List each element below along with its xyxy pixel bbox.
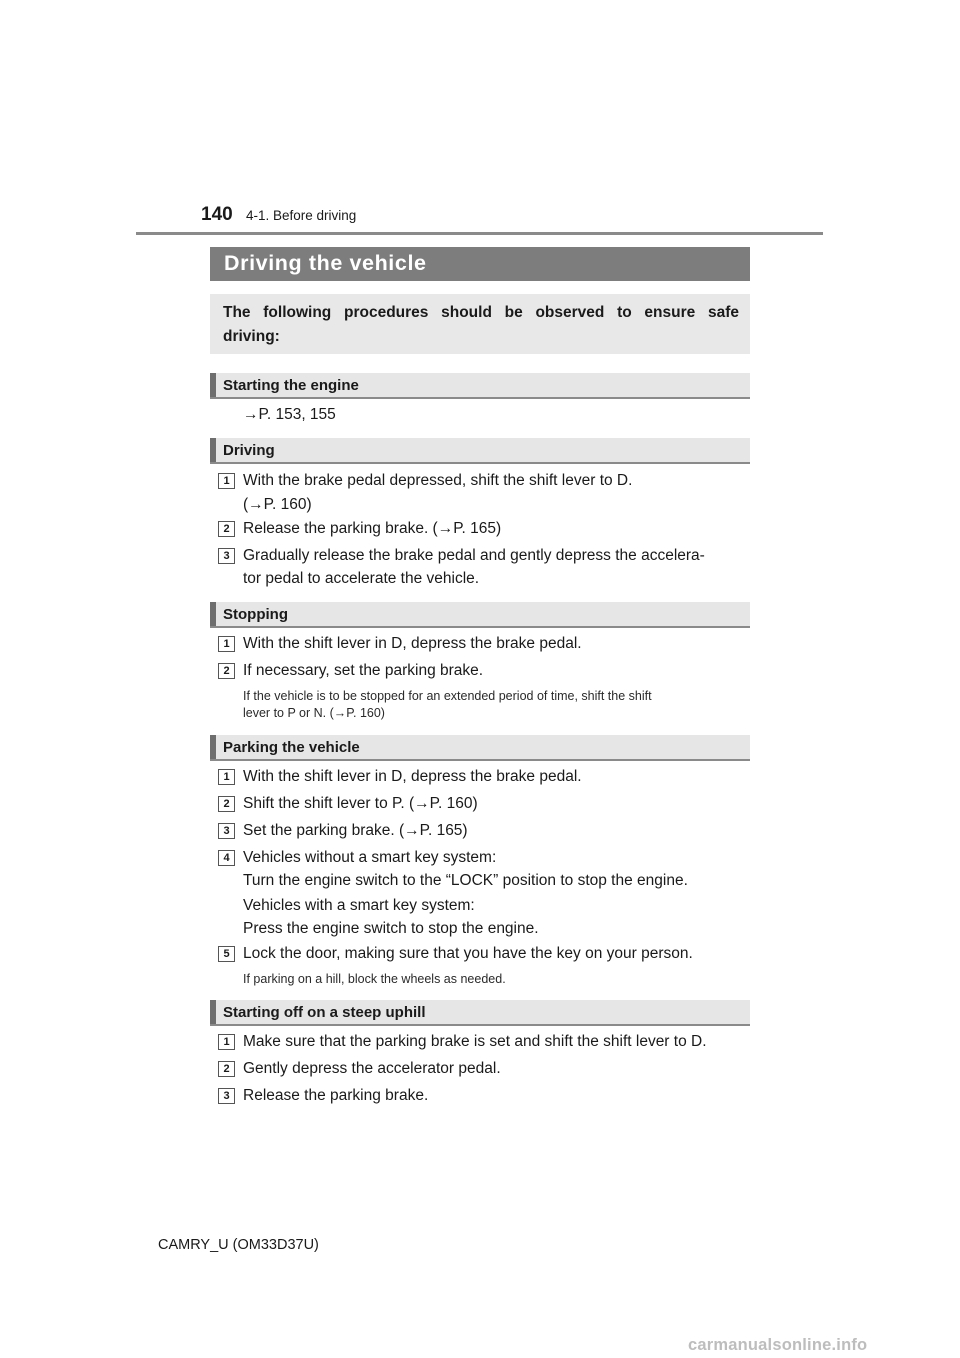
parking-note: If parking on a hill, block the wheels as needed. xyxy=(243,972,506,986)
step-number-badge: 2 xyxy=(218,1061,235,1077)
starting-engine-reference: →P. 153, 155 xyxy=(243,406,336,423)
parking-step-4-line-3: Vehicles with a smart key system: xyxy=(243,897,475,914)
parking-step-2: Shift the shift lever to P. (→P. 160) xyxy=(243,795,478,812)
header-divider xyxy=(136,232,823,235)
page-title-bar xyxy=(210,247,750,281)
uphill-step-1: Make sure that the parking brake is set and shift the shift lever to D. xyxy=(243,1033,707,1050)
step-number-badge: 3 xyxy=(218,1088,235,1104)
page-number: 140 xyxy=(201,204,233,225)
heading-driving xyxy=(210,438,750,464)
stopping-step-1: With the shift lever in D, depress the brake pedal. xyxy=(243,635,582,652)
driving-step-1: With the brake pedal depressed, shift the shift lever to D. xyxy=(243,472,633,489)
step-number-badge: 1 xyxy=(218,636,235,652)
page-title: Driving the vehicle xyxy=(224,251,427,275)
intro-text: The following procedures should be observed to ensure safe driving: xyxy=(223,304,739,345)
step-number-badge: 5 xyxy=(218,946,235,962)
stopping-note-continued: lever to P or N. (→P. 160) xyxy=(243,706,385,720)
parking-step-4: Vehicles without a smart key system: xyxy=(243,849,497,866)
heading-parking xyxy=(210,735,750,761)
watermark: carmanualsonline.info xyxy=(688,1336,868,1354)
step-number-badge: 2 xyxy=(218,521,235,537)
driving-step-3: Gradually release the brake pedal and gently depress the accelera- xyxy=(243,547,705,564)
uphill-step-2: Gently depress the accelerator pedal. xyxy=(243,1060,501,1077)
parking-step-4-line-2: Turn the engine switch to the “LOCK” position to stop the engine. xyxy=(243,872,688,889)
stopping-step-2: If necessary, set the parking brake. xyxy=(243,662,484,679)
step-number-badge: 2 xyxy=(218,796,235,812)
footer-model-code: CAMRY_U (OM33D37U) xyxy=(158,1237,319,1253)
step-number-badge: 1 xyxy=(218,473,235,489)
parking-step-1: With the shift lever in D, depress the brake pedal. xyxy=(243,768,582,785)
step-number-badge: 3 xyxy=(218,548,235,564)
heading-stopping-label: Stopping xyxy=(223,606,288,623)
driving-step-1-continued: (→P. 160) xyxy=(243,496,312,513)
intro-box xyxy=(210,294,750,354)
parking-step-4-line-4: Press the engine switch to stop the engine. xyxy=(243,920,539,937)
heading-driving-label: Driving xyxy=(223,442,275,459)
stopping-note: If the vehicle is to be stopped for an extended period of time, shift the shift xyxy=(243,689,652,703)
uphill-step-3: Release the parking brake. xyxy=(243,1087,429,1104)
step-number-badge: 3 xyxy=(218,823,235,839)
heading-starting-engine-label: Starting the engine xyxy=(223,377,359,394)
heading-stopping xyxy=(210,602,750,628)
step-number-badge: 4 xyxy=(218,850,235,866)
step-number-badge: 1 xyxy=(218,1034,235,1050)
parking-step-3: Set the parking brake. (→P. 165) xyxy=(243,822,468,839)
step-number-badge: 2 xyxy=(218,663,235,679)
section-label: 4-1. Before driving xyxy=(246,208,357,223)
step-number-badge: 1 xyxy=(218,769,235,785)
heading-parking-label: Parking the vehicle xyxy=(223,739,360,756)
driving-step-3-continued: tor pedal to accelerate the vehicle. xyxy=(243,570,480,587)
heading-starting-engine xyxy=(210,373,750,399)
heading-steep-uphill xyxy=(210,1000,750,1026)
parking-step-5: Lock the door, making sure that you have the key on your person. xyxy=(243,945,693,962)
driving-step-2: Release the parking brake. (→P. 165) xyxy=(243,520,502,537)
heading-steep-uphill-label: Starting off on a steep uphill xyxy=(223,1004,426,1021)
